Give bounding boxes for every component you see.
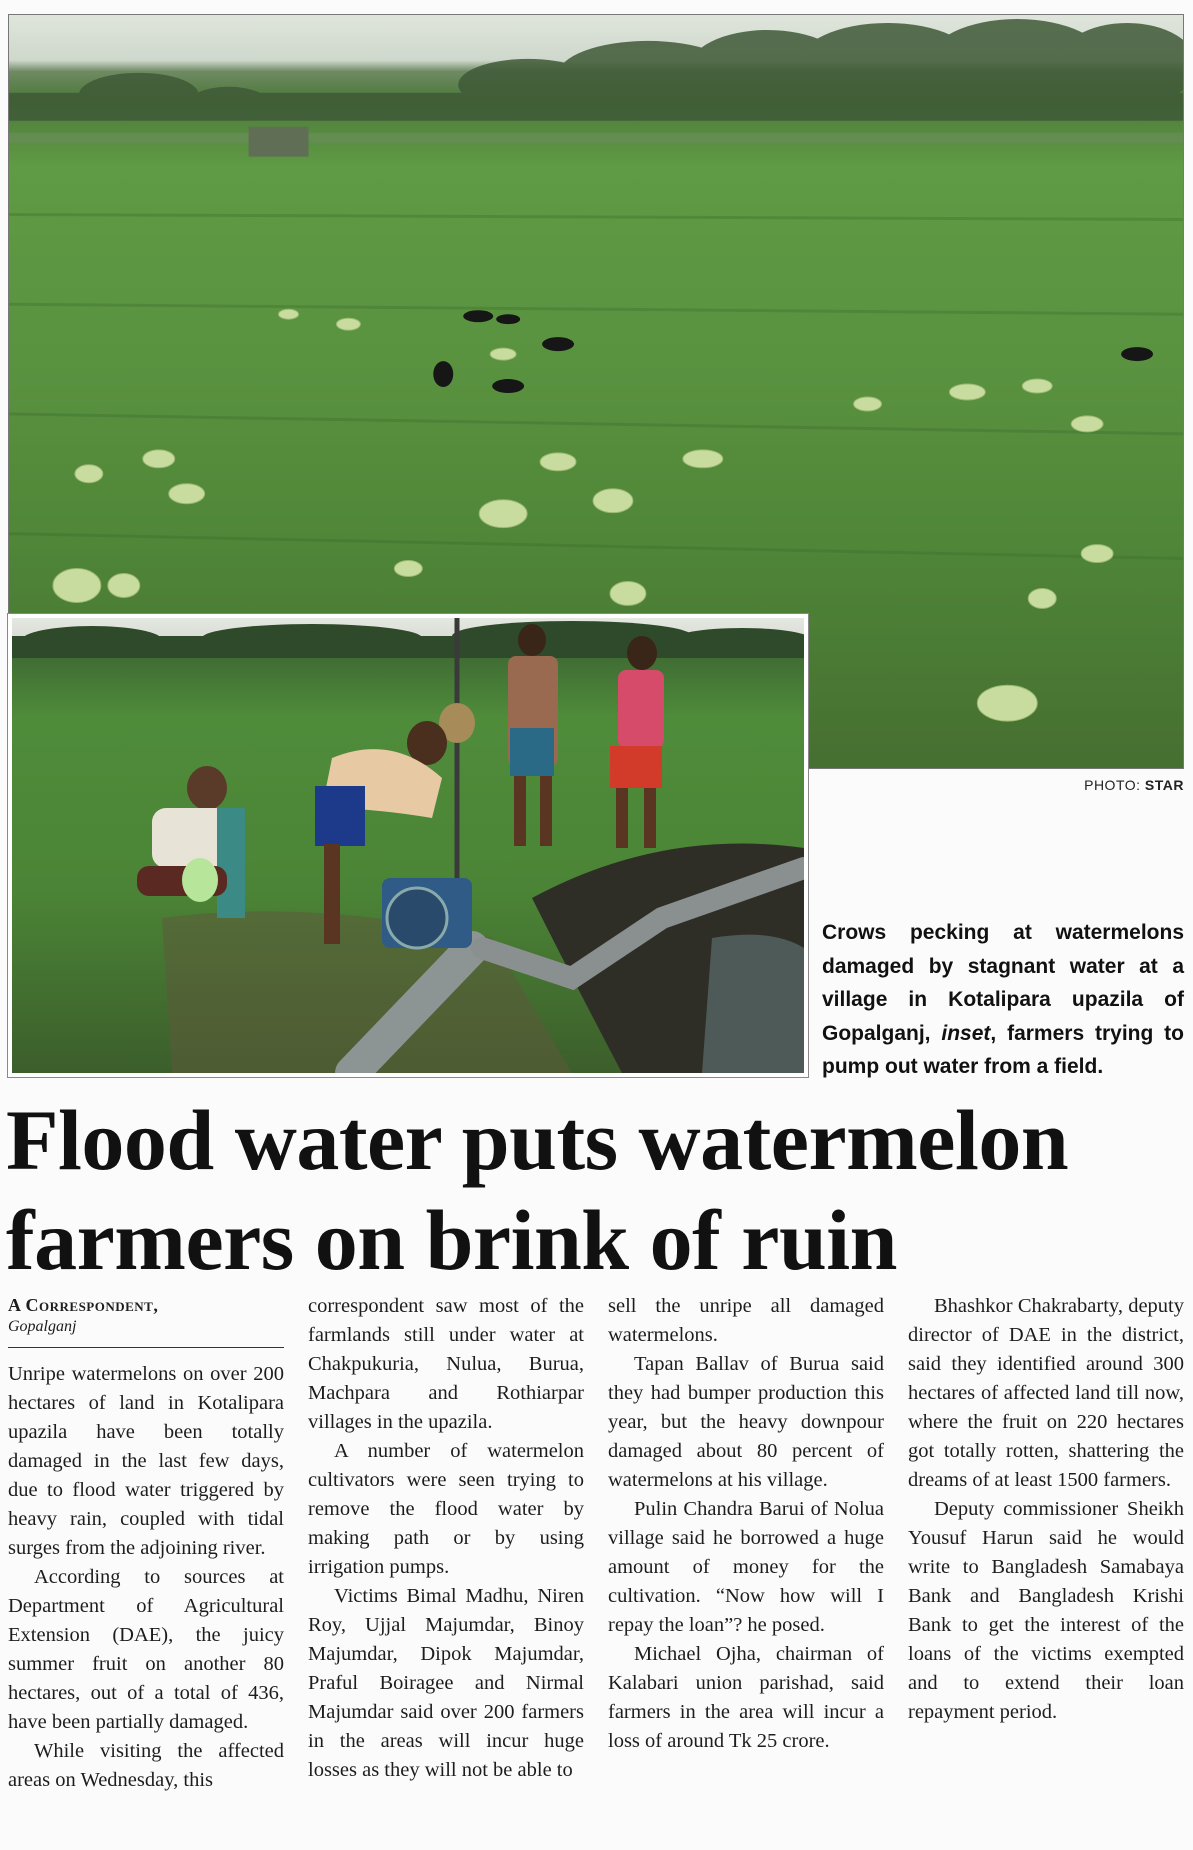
article-column-3 bbox=[608, 1292, 884, 1756]
article-column-4 bbox=[908, 1292, 1184, 1727]
paragraph: Pulin Chandra Barui of Nolua village said he borrowed a huge amount of money for the cultivation. “Now how will I repay the loan”? he posed. bbox=[608, 1498, 884, 1636]
paragraph: While visiting the affected areas on Wednesday, this bbox=[8, 1740, 284, 1791]
byline-divider bbox=[8, 1347, 284, 1348]
inset-photo-farmers-pumping-water bbox=[8, 614, 808, 1077]
article-column-1 bbox=[8, 1292, 284, 1795]
paragraph: Bhashkor Chakrabarty, deputy director of DAE in the district, said they identified around 300 hectares of affected land till now, where the fruit on 220 hectares got totally rotten, shattering the dreams of at least 1500 farmers. bbox=[908, 1295, 1184, 1491]
paragraph: Michael Ojha, chairman of Kalabari union parishad, said farmers in the area will incur a loss of around Tk 25 crore. bbox=[608, 1643, 884, 1752]
headline: Flood water puts watermelon farmers on brink of ruin bbox=[6, 1092, 1069, 1288]
caption-text-after: , farmers trying to pump out water from a field. bbox=[822, 1021, 1185, 1078]
byline-text: A Correspondent, bbox=[8, 1295, 159, 1315]
photo-caption bbox=[822, 916, 1184, 1084]
byline-correspondent bbox=[8, 1294, 284, 1316]
paragraph: A number of watermelon cultivators were seen trying to remove the flood water by making path or by using irrigation pumps. bbox=[308, 1440, 584, 1578]
inset-photo-drawing bbox=[12, 618, 804, 1073]
photo-credit bbox=[1000, 777, 1184, 793]
paragraph: According to sources at Department of Agricultural Extension (DAE), the juicy summer fruit on another 80 hectares, out of a total of 436, have been partially damaged. bbox=[8, 1566, 284, 1733]
caption-italic-word: inset bbox=[941, 1021, 991, 1045]
paragraph: Deputy commissioner Sheikh Yousuf Harun said he would write to Bangladesh Samabaya Bank and Bangladesh Krishi Bank to get the interest of the loans of the victims exempted and to extend their loan repayment period. bbox=[908, 1498, 1184, 1723]
paragraph: Victims Bimal Madhu, Niren Roy, Ujjal Majumdar, Binoy Majumdar, Dipok Majumdar, Praful Boiragee and Nirmal Majumdar said over 200 farmers in the areas will incur huge losses as they will not be able to bbox=[308, 1585, 584, 1781]
article-column-2 bbox=[308, 1292, 584, 1785]
paragraph: correspondent saw most of the farmlands still under water at Chakpukuria, Nulua, Burua, Machpara and Rothiarpar villages in the upazila. bbox=[308, 1295, 584, 1433]
photo-credit-source: STAR bbox=[1144, 777, 1184, 793]
paragraph: sell the unripe all damaged watermelons. bbox=[608, 1295, 884, 1346]
caption-text-before: Crows pecking at watermelons damaged by stagnant water at a village in Kotalipara upazila of Gopalganj, bbox=[822, 921, 1184, 1045]
paragraph: Tapan Ballav of Burua said they had bumper production this year, but the heavy downpour damaged about 80 percent of watermelons at his village. bbox=[608, 1353, 884, 1491]
byline-location: Gopalganj bbox=[8, 1318, 77, 1335]
photo-credit-prefix: PHOTO: bbox=[1084, 777, 1141, 793]
paragraph: Unripe watermelons on over 200 hectares of land in Kotalipara upazila have been totally damaged in the last few days, due to flood water triggered by heavy rain, coupled with tidal surges from the adjoining river. bbox=[8, 1363, 284, 1559]
